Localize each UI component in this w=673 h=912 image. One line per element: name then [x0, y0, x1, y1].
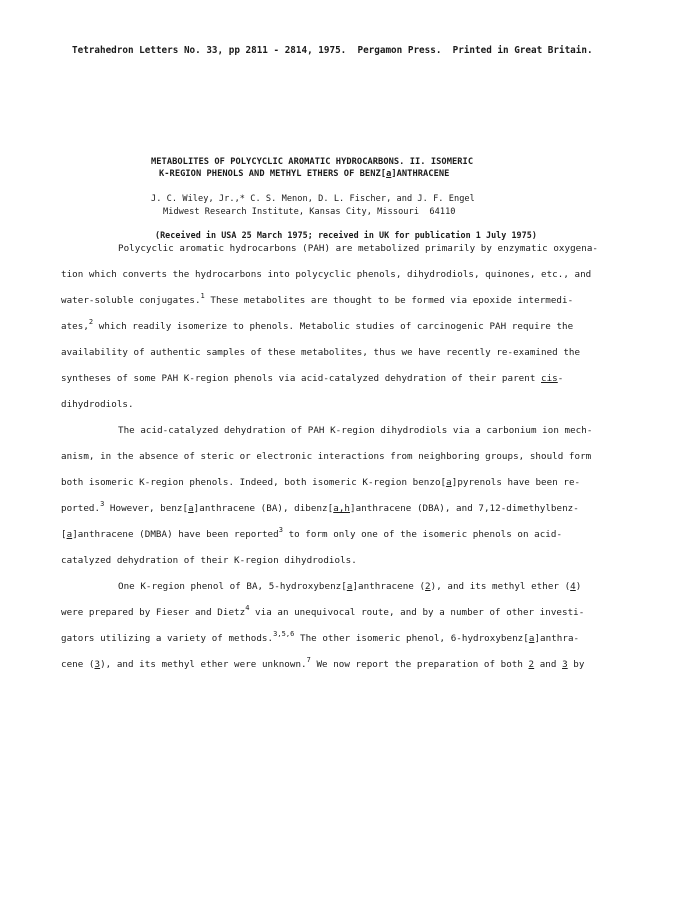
para1-line-7: dihydrodiols.: [61, 399, 134, 410]
text: via an unequivocal route, and by a number of other investi-: [249, 607, 585, 618]
publisher: Pergamon Press.: [357, 45, 442, 56]
text: These metabolites are thought to be formed via epoxide intermedi-: [204, 295, 574, 306]
text: ), and its methyl ether were unknown.: [100, 659, 307, 670]
compound-number: 4: [570, 581, 576, 592]
journal-citation: Tetrahedron Letters No. 33, pp 2811 - 2814, 1975.: [72, 45, 347, 56]
title-text-end: ANTHRACENE: [396, 169, 450, 179]
italic-cis: cis: [541, 373, 558, 384]
text: both isomeric K-region phenols. Indeed, both isomeric K-region benzo: [61, 477, 441, 488]
para2-line-3: both isomeric K-region phenols. Indeed, both isomeric K-region benzo[a]pyrenols have been re-: [61, 477, 581, 488]
compound-number: 3: [94, 659, 101, 670]
para2-line-1: The acid-catalyzed dehydration of PAH K-region dihydrodiols via a carbonium ion mech-: [118, 425, 593, 436]
footnote-ref: 1: [200, 292, 205, 300]
text: However, benz: [104, 503, 183, 514]
para2-line-6: catalyzed dehydration of their K-region dihydrodiols.: [61, 555, 357, 566]
text: anthracene (DMBA) have been reported: [77, 529, 279, 540]
para3-line-3: gators utilizing a variety of methods.$^{3,5,6}$ The other isomeric phenol, 6-hydroxybenz[a]anthra-: [61, 630, 580, 644]
text: by: [567, 659, 585, 670]
bracket-a: a: [188, 503, 194, 514]
text: water-soluble conjugates.: [61, 295, 201, 306]
text: to form only one of the isomeric phenols on acid-: [282, 529, 563, 540]
text: pyrenols have been re-: [457, 477, 581, 488]
para3-line-1: One K-region phenol of BA, 5-hydroxybenz[a]anthracene (2), and its methyl ether (4): [118, 581, 582, 592]
para2-line-2: anism, in the absence of steric or electronic interactions from neighboring groups, should form: [61, 451, 592, 462]
para1-line-3: [61, 292, 574, 307]
title-box-a: a: [386, 169, 392, 179]
footnote-ref: 3,5,6: [273, 630, 295, 638]
footnote-ref: 3: [100, 500, 105, 508]
para3-line-4: [61, 656, 585, 671]
text: One K-region phenol of BA, 5-hydroxybenz: [118, 581, 342, 592]
para1-line-1: Polycyclic aromatic hydrocarbons (PAH) are metabolized primarily by enzymatic oxygena-: [118, 243, 598, 254]
text: were prepared by Fieser and Dietz: [61, 607, 246, 618]
article-title-line-1: METABOLITES OF POLYCYCLIC AROMATIC HYDROCARBONS. II. ISOMERIC: [151, 157, 474, 167]
text: syntheses of some PAH K-region phenols via acid-catalyzed dehydration of their parent: [61, 373, 541, 384]
text: anthracene (: [358, 581, 426, 592]
author-institution: Midwest Research Institute, Kansas City, Missouri 64110: [163, 207, 456, 217]
footnote-ref: 2: [88, 318, 94, 326]
received-dates: (Received in USA 25 March 1975; received in UK for publication 1 July 1975): [155, 230, 537, 240]
text: -: [557, 373, 564, 384]
text: which readily isomerize to phenols. Metabolic studies of carcinogenic PAH require the: [93, 321, 574, 332]
bracket-a: a: [346, 581, 353, 592]
title-text: K-REGION PHENOLS AND METHYL ETHERS OF BENZ: [159, 169, 381, 179]
para1-line-5: availability of authentic samples of these metabolites, thus we have recently re-examined the: [61, 347, 581, 358]
author-names: J. C. Wiley, Jr.,* C. S. Menon, D. L. Fischer, and J. F. Engel: [151, 194, 475, 204]
bracket-ah: a,h: [333, 503, 350, 514]
text: cene (: [61, 659, 95, 670]
text: We now report the preparation of both: [310, 659, 529, 670]
para1-line-4: [61, 318, 574, 333]
text: ates,: [61, 321, 89, 332]
footnote-ref: 3: [278, 526, 283, 534]
bracket-a: a: [446, 477, 452, 488]
text: ): [575, 581, 582, 592]
article-title-line-2: K-REGION PHENOLS AND METHYL ETHERS OF BENZ[a]ANTHRACENE: [159, 169, 450, 179]
compound-number: 2: [528, 659, 535, 670]
compound-number: 2: [425, 581, 431, 592]
text: anthra-: [540, 633, 580, 644]
printed-location: Printed in Great Britain.: [452, 45, 593, 56]
text: and: [534, 659, 563, 670]
text: anthracene (DBA), and 7,12-dimethylbenz-: [355, 503, 579, 514]
text: anthracene (BA), dibenz: [199, 503, 328, 514]
para2-line-5: [a]anthracene (DMBA) have been reported$^3$ to form only one of the isomeric phenols on acid-: [61, 526, 563, 540]
para2-line-4: ported.$^3$ However, benz[a]anthracene (BA), dibenz[a,h]anthracene (DBA), and 7,12-dimethylbenz-: [61, 500, 579, 514]
footnote-ref: 4: [245, 604, 250, 612]
bracket-a: a: [528, 633, 535, 644]
para1-line-6: [61, 373, 563, 385]
text: ported.: [61, 503, 101, 514]
footnote-ref: 7: [306, 656, 311, 664]
para1-line-2: tion which converts the hydrocarbons into polycyclic phenols, dihydrodiols, quinones, etc., and: [61, 269, 592, 280]
running-header: [72, 45, 593, 56]
text: gators utilizing a variety of methods.: [61, 633, 274, 644]
text: The other isomeric phenol, 6-hydroxybenz: [294, 633, 524, 644]
para3-line-2: [61, 604, 585, 619]
text: ), and its methyl ether (: [430, 581, 571, 592]
compound-number: 3: [562, 659, 568, 670]
bracket-a: a: [66, 529, 73, 540]
